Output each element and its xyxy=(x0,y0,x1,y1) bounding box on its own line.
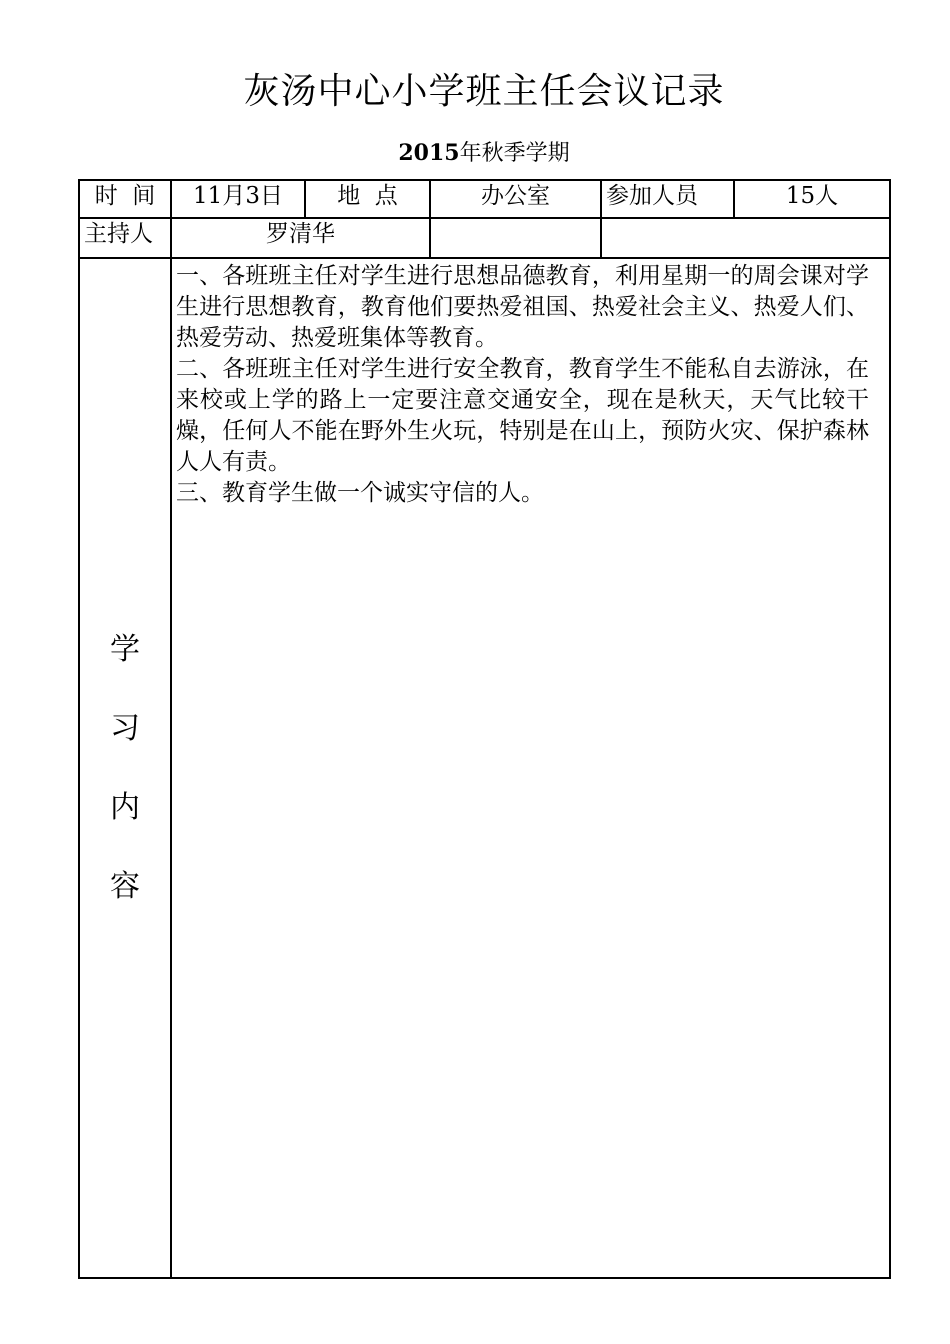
term-text: 年秋季学期 xyxy=(459,141,570,166)
content-body xyxy=(171,258,890,1278)
time-value: 11月3日 xyxy=(171,180,305,218)
table-row xyxy=(79,180,890,218)
empty-cell xyxy=(601,218,890,258)
table-row xyxy=(79,258,890,1278)
table-row xyxy=(79,218,890,258)
content-paragraph: 三、教育学生做一个诚实守信的人。 xyxy=(176,480,544,506)
host-value: 罗清华 xyxy=(171,218,430,258)
content-paragraph: 一、各班班主任对学生进行思想品德教育，利用星期一的周会课对学生进行思想教育，教育他们要热爱祖国、热爱社会主义、热爱人们、热爱劳动、热爱班集体等教育。 xyxy=(176,263,869,351)
content-paragraph: 二、各班班主任对学生进行安全教育，教育学生不能私自去游泳，在来校或上学的路上一定要注意交通安全，现在是秋天，天气比较干燥，任何人不能在野外生火玩，特别是在山上，预防火灾、保护森林人人有责。 xyxy=(176,356,869,475)
empty-cell xyxy=(430,218,601,258)
page-title: 灰汤中心小学班主任会议记录 xyxy=(243,71,725,112)
content-label-char: 学 xyxy=(110,632,140,667)
participants-value: 15人 xyxy=(734,180,890,218)
term-year: 2015 xyxy=(398,140,460,166)
meeting-record-table xyxy=(78,179,891,1279)
content-label xyxy=(79,258,171,1278)
participants-label: 参加人员 xyxy=(601,180,734,218)
content-label-char: 习 xyxy=(110,711,140,746)
time-label: 时 间 xyxy=(79,180,171,218)
place-label: 地 点 xyxy=(305,180,430,218)
place-value: 办公室 xyxy=(430,180,601,218)
content-label-char: 内 xyxy=(110,790,140,825)
term-subtitle xyxy=(0,138,950,169)
content-label-char: 容 xyxy=(110,869,140,904)
host-label: 主持人 xyxy=(79,218,171,258)
